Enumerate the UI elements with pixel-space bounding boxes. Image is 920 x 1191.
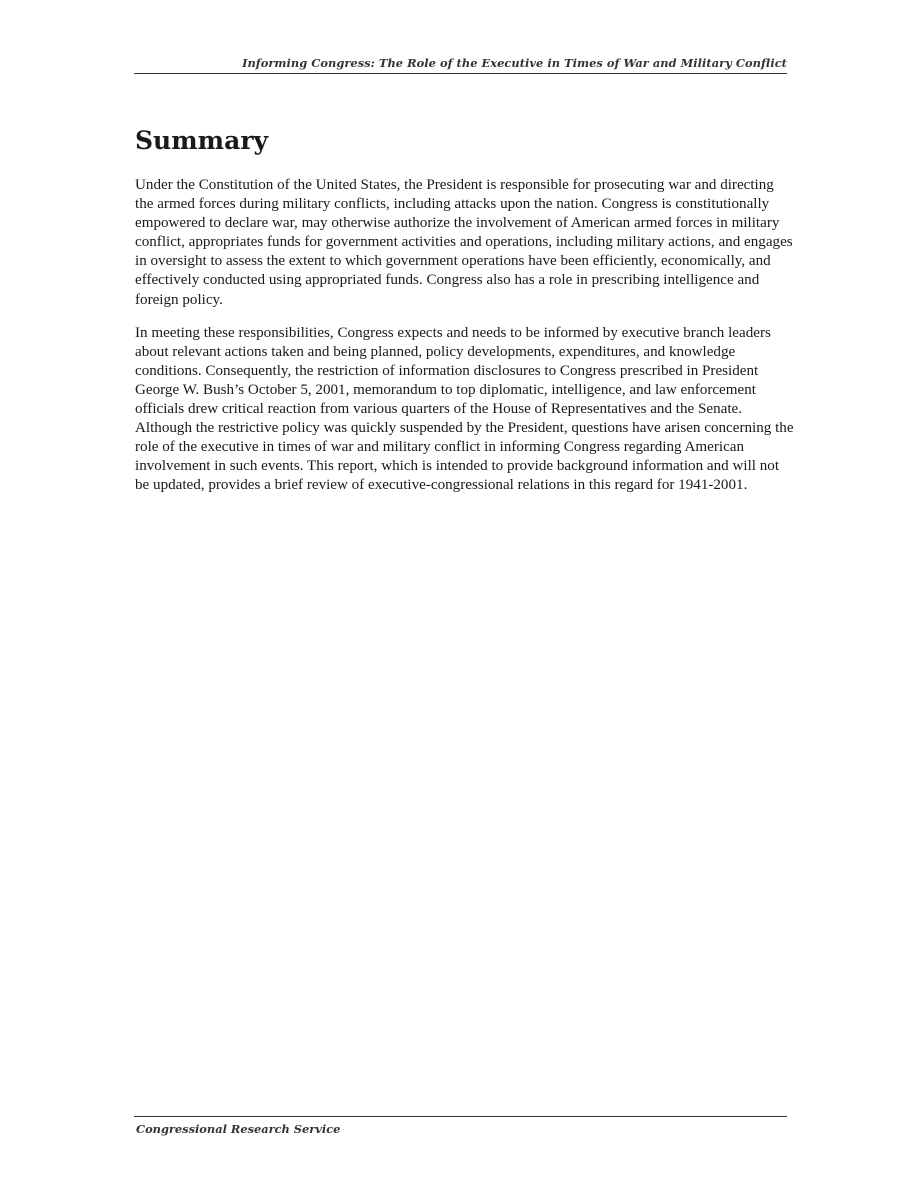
summary-paragraph-2: In meeting these responsibilities, Congress expects and needs to be informed by executive branch leaders about relevant actions taken and being planned, policy developments, expenditures, and knowledge conditions. Consequently, the restriction of information disclosures to Congress prescribed in President George W. Bush’s October 5, 2001, memorandum to top diplomatic, intelligence, and law enforcement officials drew critical reaction from various quarters of the House of Representatives and the Senate. Although the restrictive policy was quickly suspended by the President, questions have arisen concerning the role of the executive in times of war and military conflict in informing Congress regarding American involvement in such events. This report, which is intended to provide background information and will not be updated, provides a brief review of executive-congressional relations in this regard for 1941-2001. (135, 324, 794, 494)
summary-heading: Summary (135, 126, 269, 155)
footer-rule (134, 1116, 787, 1117)
running-header: Informing Congress: The Role of the Executive in Times of War and Military Conflict (134, 54, 787, 74)
summary-body (135, 176, 795, 510)
summary-paragraph-1: Under the Constitution of the United States, the President is responsible for prosecuting war and directing the armed forces during military conflicts, including attacks upon the nation. Congress is constitutionally empowered to declare war, may otherwise authorize the involvement of American armed forces in military conflict, appropriates funds for government activities and operations, including military actions, and engages in oversight to assess the extent to which government operations have been efficiently, economically, and effectively conducted using appropriated funds. Congress also has a role in prescribing intelligence and foreign policy. (135, 177, 793, 308)
running-footer: Congressional Research Service (136, 1122, 341, 1136)
